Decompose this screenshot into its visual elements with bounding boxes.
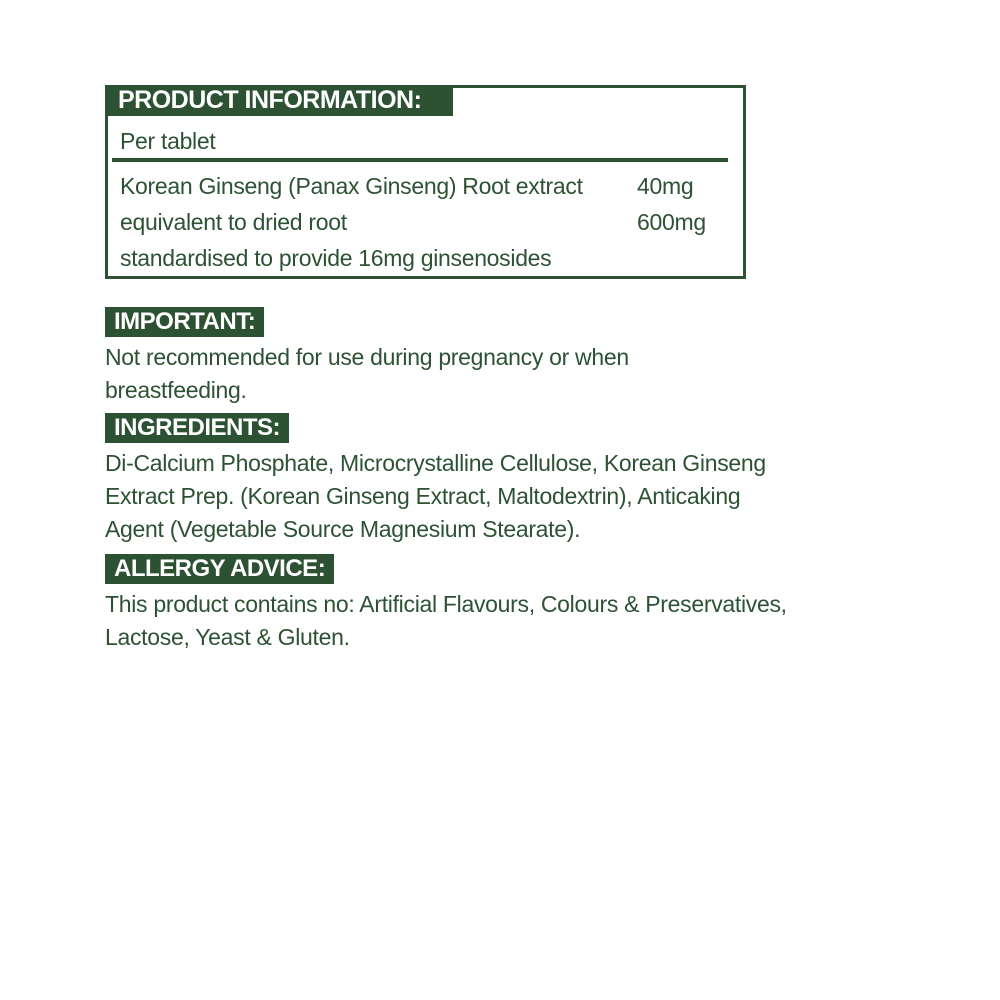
nutrient-name: equivalent to dried root	[120, 209, 347, 235]
text-line: Di-Calcium Phosphate, Microcrystalline Cellulose, Korean Ginseng	[105, 450, 766, 476]
nutrient-name: standardised to provide 16mg ginsenosides	[120, 245, 552, 271]
section-ingredients	[105, 407, 905, 546]
ingredients-heading-label: INGREDIENTS:	[114, 414, 281, 441]
table-row	[120, 240, 731, 276]
product-info-header-label: PRODUCT INFORMATION:	[118, 86, 422, 114]
nutrient-name: Korean Ginseng (Panax Ginseng) Root extract	[120, 173, 583, 199]
important-heading-label: IMPORTANT:	[114, 308, 256, 335]
product-info-box	[105, 85, 746, 279]
ingredients-heading-bar	[105, 413, 289, 443]
text-line: breastfeeding.	[105, 377, 247, 403]
table-row	[120, 204, 731, 240]
nutrient-rows	[120, 168, 731, 276]
table-divider-rule	[112, 158, 728, 162]
product-info-body	[108, 88, 743, 276]
important-heading-bar	[105, 307, 264, 337]
important-text	[105, 341, 905, 407]
text-line: Extract Prep. (Korean Ginseng Extract, Maltodextrin), Anticaking	[105, 483, 741, 509]
text-line: Agent (Vegetable Source Magnesium Stearate).	[105, 516, 581, 542]
text-line: This product contains no: Artificial Flavours, Colours & Preservatives,	[105, 591, 787, 617]
product-label	[105, 85, 905, 654]
allergy-advice-heading-bar	[105, 554, 334, 584]
section-allergy-advice	[105, 546, 905, 654]
text-line: Not recommended for use during pregnancy or when	[105, 344, 629, 370]
serving-size-label: Per tablet	[120, 128, 216, 154]
section-important	[105, 279, 905, 407]
product-info-header-bar	[105, 85, 453, 116]
nutrient-amount: 600mg	[637, 209, 706, 235]
text-line: Lactose, Yeast & Gluten.	[105, 624, 350, 650]
table-row	[120, 168, 731, 204]
ingredients-text	[105, 447, 905, 546]
allergy-advice-text	[105, 588, 905, 654]
allergy-advice-heading-label: ALLERGY ADVICE:	[114, 555, 326, 582]
nutrient-amount: 40mg	[637, 173, 694, 199]
